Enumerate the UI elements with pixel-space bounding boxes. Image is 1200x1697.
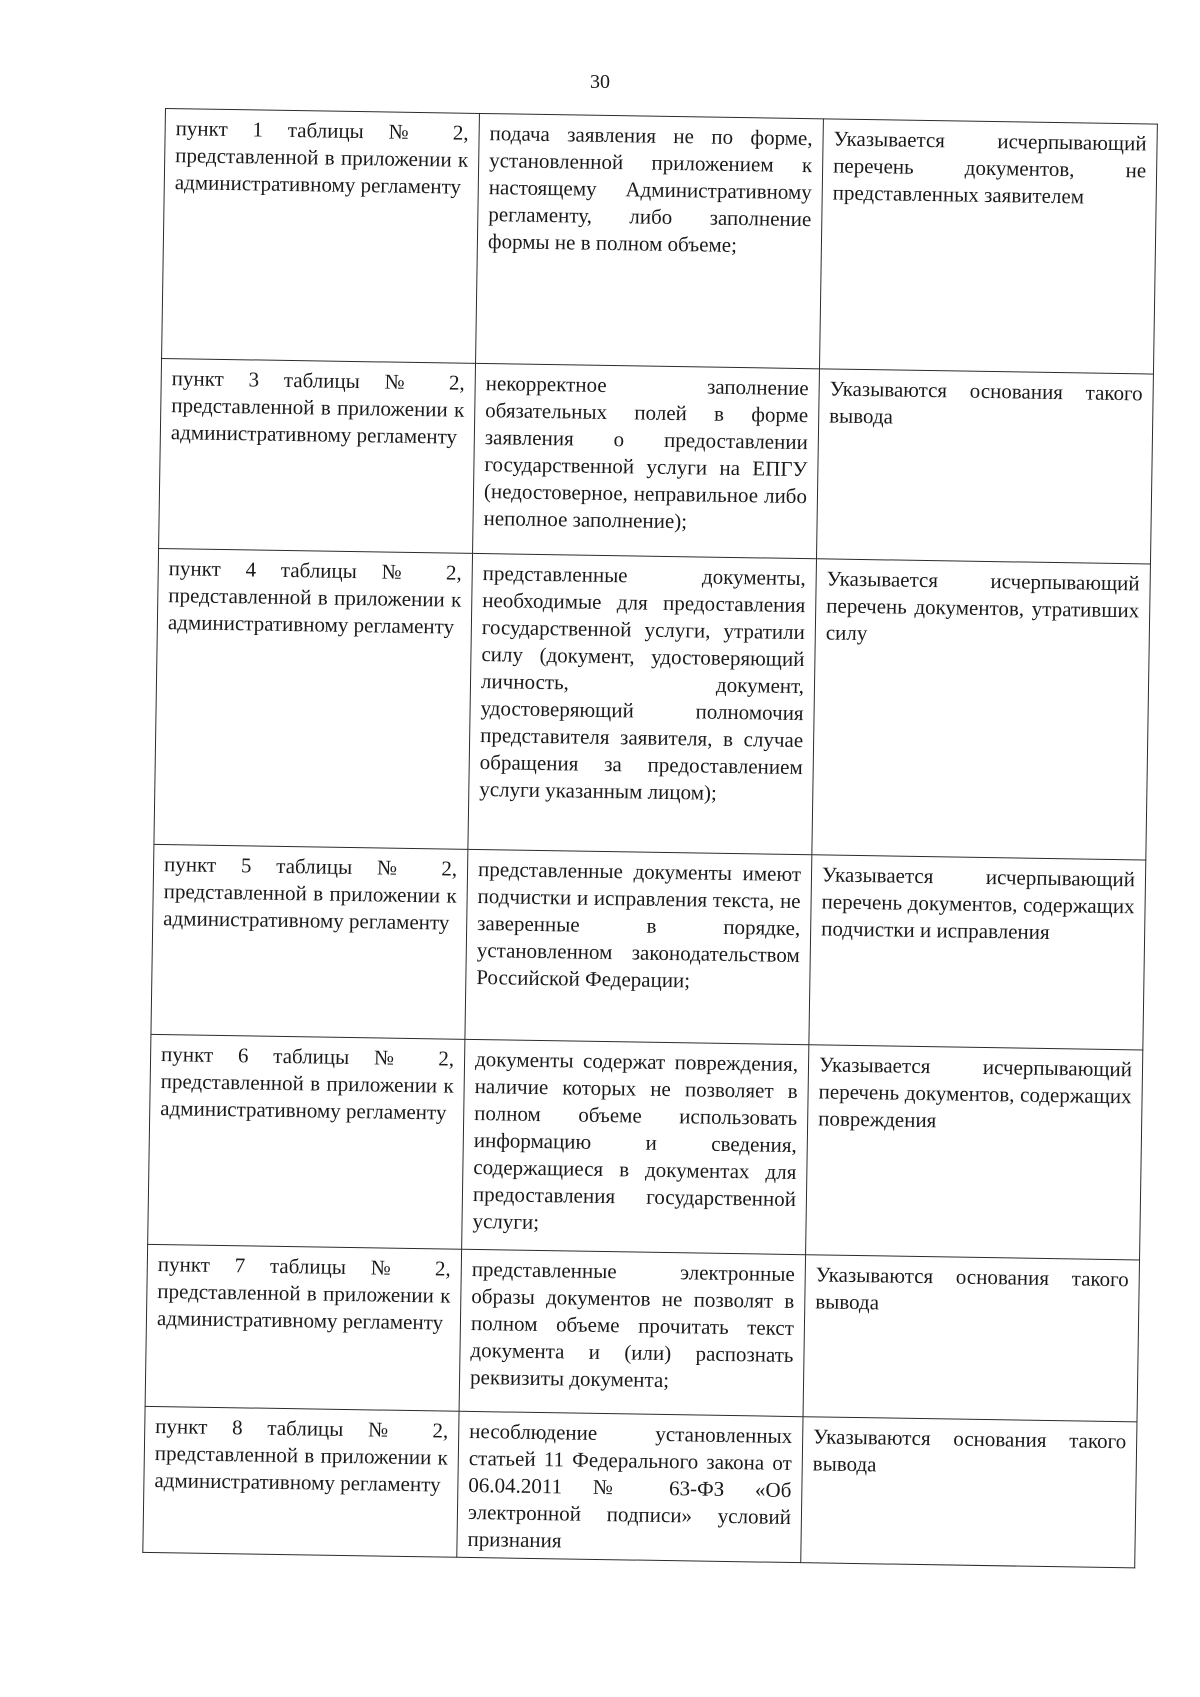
table-row: [143, 1406, 1137, 1568]
refusal-reason-cell: представленные документы, необходимые для предоставления государственной услуги, утратили силу (документ, удостоверяющий личность, документ, удостоверяющий полномочия представителя заявителя, в случае обращения за предоставлением услуги указанным лицом);: [468, 553, 817, 854]
refusal-reason-cell: документы содержат повреждения, наличие которых не позволяет в полном объеме использовать информацию и сведения, содержащиеся в документах для предоставления государственной услуги;: [462, 1039, 809, 1254]
table-row: [148, 1034, 1143, 1260]
refusal-reason-cell: представленные документы имеют подчистки и исправления текста, не заверенные в порядке, установленном законодательством Российской Федерации;: [465, 849, 812, 1044]
table-row: [145, 1244, 1139, 1422]
explanation-cell: Указывается исчерпывающий перечень документов, содержащих повреждения: [806, 1045, 1143, 1260]
refusal-reason-cell: представленные электронные образы документов не позволят в полном объеме прочитать текст документа и (или) распознать реквизиты документа;: [459, 1249, 806, 1416]
table-row: [154, 548, 1151, 860]
explanation-cell: Указываются основания такого вывода: [816, 369, 1153, 564]
table-row: [159, 358, 1154, 564]
explanation-cell: Указывается исчерпывающий перечень документов, утративших силу: [812, 559, 1151, 860]
regulation-item-cell: пункт 7 таблицы № 2, представленной в приложении к административному регламенту: [145, 1244, 462, 1411]
regulation-item-cell: пункт 5 таблицы № 2, представленной в приложении к административному регламенту: [151, 844, 468, 1039]
refusal-reason-cell: подача заявления не по форме, установленной приложением к настоящему Административному регламенту, либо заполнение формы не в полном объеме;: [476, 113, 824, 368]
explanation-cell: Указываются основания такого вывода: [803, 1255, 1140, 1422]
regulation-item-cell: пункт 6 таблицы № 2, представленной в приложении к административному регламенту: [148, 1034, 465, 1249]
refusal-reason-cell: некорректное заполнение обязательных полей в форме заявления о предоставлении государственной услуги на ЕПГУ (недостоверное, неправильное либо неполное заполнение);: [473, 363, 820, 558]
page-number: 30: [590, 71, 610, 93]
regulation-item-cell: пункт 3 таблицы № 2, представленной в приложении к административному регламенту: [159, 358, 476, 553]
table-row: [151, 844, 1146, 1050]
table-row: [162, 109, 1158, 375]
refusal-reason-cell: несоблюдение установленных статьей 11 Федерального закона от 06.04.2011 № 63-ФЗ «Об электронной подписи» условий признания: [457, 1411, 803, 1562]
regulation-item-cell: пункт 8 таблицы № 2, представленной в приложении к административному регламенту: [143, 1406, 459, 1557]
explanation-cell: Указывается исчерпывающий перечень документов, не представленных заявителем: [819, 119, 1157, 374]
explanation-cell: Указывается исчерпывающий перечень документов, содержащих подчистки и исправления: [809, 855, 1146, 1050]
regulation-item-cell: пункт 1 таблицы № 2, представленной в приложении к административному регламенту: [162, 109, 480, 364]
refusal-grounds-table: [142, 108, 1158, 1568]
explanation-cell: Указываются основания такого вывода: [801, 1417, 1137, 1568]
regulation-item-cell: пункт 4 таблицы № 2, представленной в приложении к административному регламенту: [154, 548, 473, 849]
